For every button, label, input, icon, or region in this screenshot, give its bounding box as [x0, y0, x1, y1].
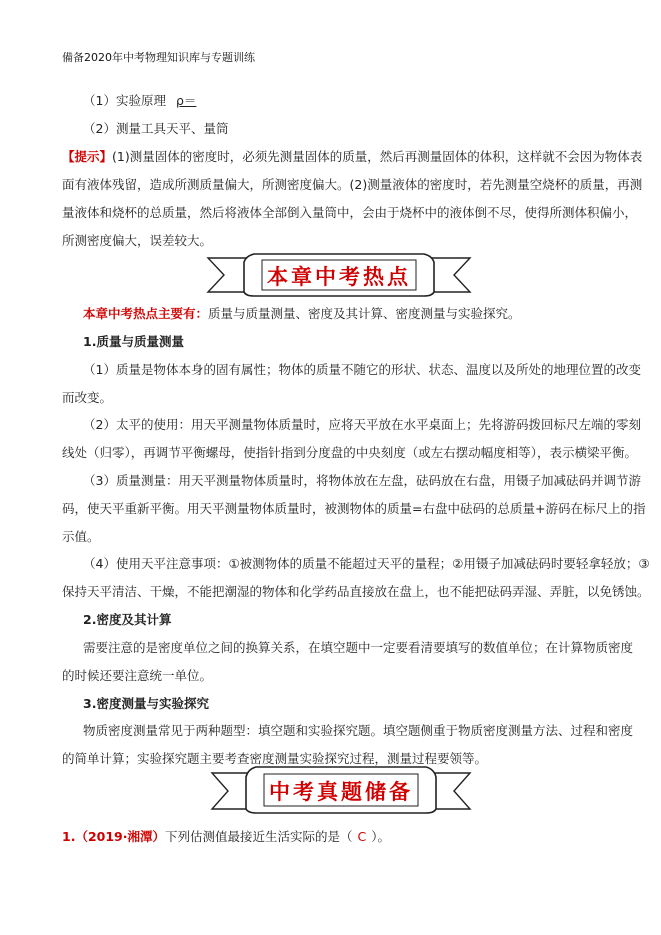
section3-line1: 物质密度测量常见于两种题型：填空题和实验探究题。填空题侧重于物质密度测量方法、过程和密度	[83, 723, 634, 738]
section1-item1-line1: （1）质量是物体本身的固有属性；物体的质量不随它的形状、状态、温度以及所处的地理位置的改变	[83, 362, 641, 377]
section1-item2-line2: 线处（归零），再调节平衡螺母，使指针指到分度盘的中央刻度（或左右摆动幅度相等），表示横梁平衡。	[62, 445, 638, 460]
hotspot-text: 质量与质量测量、密度及其计算、密度测量与实验探究。	[208, 306, 521, 321]
principle-formula: ρ＝	[175, 93, 197, 108]
section1-item3-line2: 码，使天平重新平衡。用天平测量物体质量时，被测物体的质量=右盘中砝码的总质量+游码在标尺上的指	[62, 501, 646, 516]
banner-hotspot	[204, 252, 474, 298]
section1-item3-line1: （3）质量测量：用天平测量物体质量时，将物体放在左盘，砝码放在右盘，用镊子加减砝码并调节游	[83, 473, 641, 488]
question-line	[62, 822, 390, 851]
section1-item3-line3: 示值。	[62, 529, 100, 544]
question-source: （2019·湘潭）	[75, 829, 165, 844]
section1-title: 1.质量与质量测量	[83, 334, 184, 349]
principle-prefix: （1）实验原理	[83, 93, 166, 108]
page-header: 備备2020年中考物理知识库与专题训练	[62, 51, 255, 64]
banner-exam	[208, 765, 474, 815]
tip-label: 【提示】	[62, 149, 113, 164]
question-number: 1.	[62, 829, 76, 844]
section2-line1: 需要注意的是密度单位之间的换算关系，在填空题中一定要看清要填写的数值单位；在计算物质密度	[83, 640, 634, 655]
tip-line-2: 面有液体残留，造成所测质量偏大，所测密度偏大。(2)测量液体的密度时，若先测量空烧杯的质量，再测	[62, 177, 643, 192]
section1-item2-line1: （2）太平的使用：用天平测量物体质量时，应将天平放在水平桌面上；先将游码拨回标尺左端的零刻	[83, 417, 641, 432]
section1-item4-line1: （4）使用天平注意事项：①被测物体的质量不能超过天平的量程；②用镊子加减砝码时要轻拿轻放；③	[83, 556, 650, 571]
section1-item4-line2: 保持天平清洁、干燥，不能把潮湿的物体和化学药品直接放在盘上，也不能把砝码弄湿、弄脏，以免锈蚀。	[62, 584, 650, 599]
tip-line-4: 所测密度偏大，误差较大。	[62, 233, 213, 248]
section2-line2: 的时候还要注意统一单位。	[62, 668, 213, 683]
hotspot-label: 本章中考热点主要有：	[83, 306, 209, 321]
banner-exam-title: 中考真题储备	[269, 779, 413, 804]
tip-line-1	[62, 142, 642, 171]
question-end: ）。	[371, 829, 391, 844]
section3-line2: 的简单计算；实验探究题主要考查密度测量实验探究过程，测量过程要领等。	[62, 751, 488, 766]
section1-item1-line2: 而改变。	[62, 390, 113, 405]
tip-line-3: 量液体和烧杯的总质量，然后将液体全部倒入量筒中，会由于烧杯中的液体倒不尽，使得所测体积偏小，	[62, 205, 638, 220]
principle-line	[83, 86, 218, 115]
tip-text-1: (1)测量固体的密度时，必须先测量固体的质量，然后再测量固体的体积，这样就不会因为物体表	[112, 149, 643, 164]
section2-title: 2.密度及其计算	[83, 612, 172, 627]
question-text: 下列估测值最接近生活实际的是（	[165, 829, 353, 844]
banner-hotspot-title: 本章中考热点	[267, 264, 411, 289]
principle-blank	[206, 93, 218, 108]
question-answer: C	[357, 829, 367, 844]
section3-title: 3.密度测量与实验探究	[83, 696, 209, 711]
hotspot-line	[83, 299, 521, 328]
tools-line: （2）测量工具天平、量筒	[83, 121, 229, 136]
